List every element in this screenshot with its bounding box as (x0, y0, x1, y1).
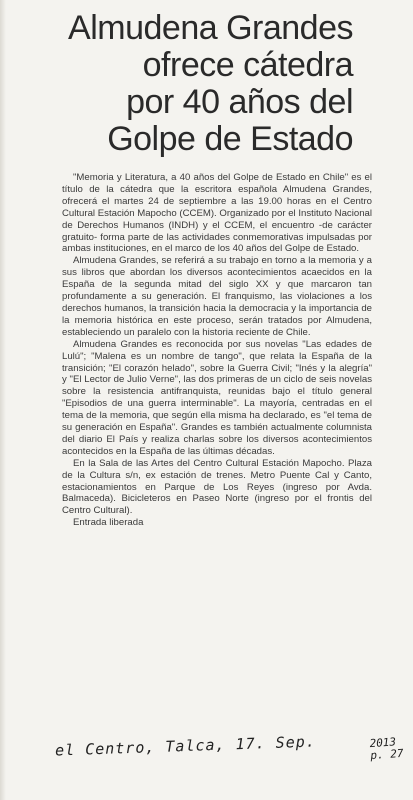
article-paragraph-5: Entrada liberada (73, 517, 144, 529)
handwritten-source-note: el Centro, Talca, 17. Sep. (54, 732, 317, 760)
article-paragraph-2: Almudena Grandes, se referirá a su trabajo en torno a la memoria y a sus libros que abordan los diversos acontecimientos acaecidos en la España de la segunda mitad del siglo XX y que marcaron tan profundamente a su generación. El franquismo, las violaciones a los derechos humanos, la transición hacia la democracia y la importancia de la memoria histórica en este proceso, serán tratados por Almudena, estableciendo un paralelo con la historia reciente de Chile. (62, 255, 372, 338)
clipping-edge (0, 0, 6, 800)
article-paragraph-3: Almudena Grandes es reconocida por sus novelas "Las edades de Lulú"; "Malena es un nombre de tango", que relata la España de la transición; "El corazón helado", sobre la Guerra Civil; "Inés y la alegría" y "El Lector de Julio Verne", las dos primeras de un ciclo de seis novelas sobre la resistencia antifranquista, reunidas bajo el título general "Episodios de una guerra interminable". La mayoría, centradas en el tema de la memoria, que según ella misma ha declarado, es "el tema de su generación en España". Grandes es también actualmente columnista del diario El País y realiza charlas sobre los diversos acontecimientos acontecidos en la España de las últimas décadas. (62, 338, 372, 457)
headline (53, 10, 353, 158)
headline-line-3: por 40 años del (126, 83, 353, 121)
article-paragraph-1: "Memoria y Literatura, a 40 años del Golpe de Estado en Chile" es el título de la cátedra que la escritora española Almudena Grandes, ofrecerá el martes 24 de septiembre a las 19.00 horas en el Centro Cultural Estación Mapocho (CCEM). Organizado por el Instituto Nacional de Derechos Humanos (INDH) y el CCEM, el encuentro -de carácter gratuito- forma parte de las actividades conmemorativas impulsadas por ambas instituciones, en el marco de los 40 años del Golpe de Estado. (62, 172, 372, 255)
headline-line-4: Golpe de Estado (107, 120, 353, 158)
article-body (62, 172, 372, 529)
headline-line-1: Almudena Grandes (68, 9, 353, 47)
article-paragraph-4: En la Sala de las Artes del Centro Cultural Estación Mapocho. Plaza de la Cultura s/n, ex estación de trenes. Metro Puente Cal y Canto, estacionamientos en Parque de Los Reyes (ingreso por Avda. Balmaceda). Bicicleteros en Paseo Norte (ingreso por el frontis del Centro Cultural). (62, 457, 372, 517)
headline-line-2: ofrece cátedra (142, 46, 353, 84)
handwritten-date-page (369, 736, 404, 762)
handwritten-year: 2013 (369, 735, 397, 751)
handwritten-page: p. 27 (369, 746, 404, 763)
